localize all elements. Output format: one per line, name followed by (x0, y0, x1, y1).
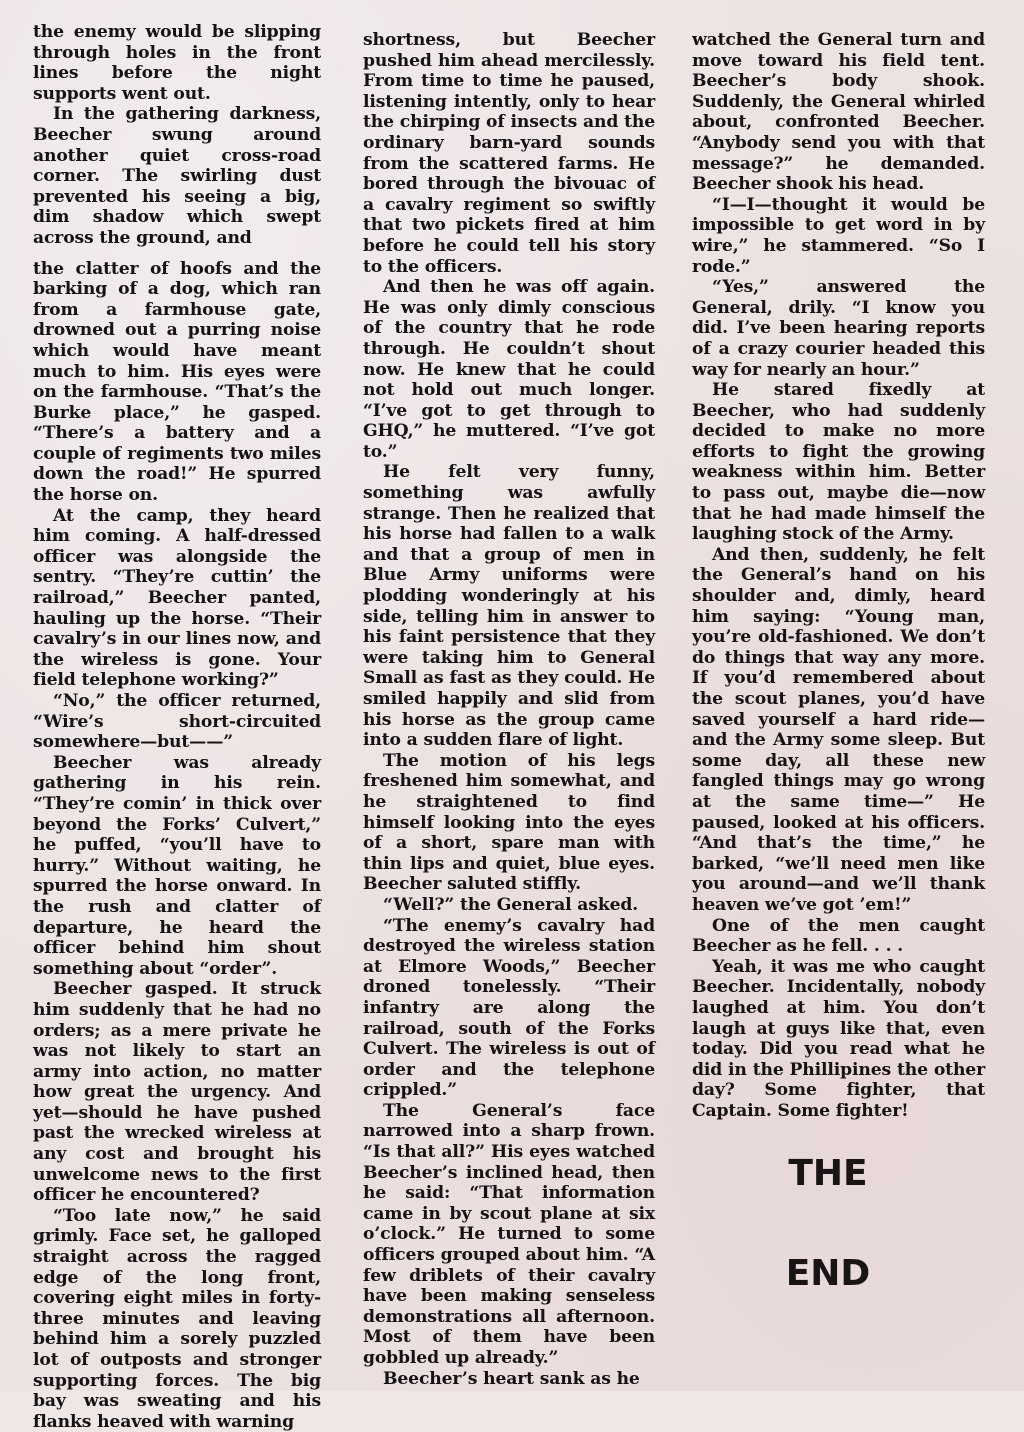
text-column-1 (33, 22, 321, 1432)
paragraph: And then he was off again. He was only dimly conscious of the country that he rode through. He couldn’t shout now. He knew that he could not hold out much longer. “I’ve got to get through to GHQ,” he muttered. “I’ve got to.” (363, 277, 655, 462)
text-column-3 (692, 30, 985, 1121)
paragraph: Beecher’s heart sank as he (383, 1368, 640, 1389)
paragraph: In the gathering darkness, Beecher swung around another quiet cross-road corner. The swirling dust prevented his seeing a big, dim shadow which swept across the ground, and (33, 104, 321, 248)
paragraph: “Well?” the General asked. (383, 894, 639, 915)
paragraph: the clatter of hoofs and the barking of a dog, which ran from a farmhouse gate, drowned out a purring noise which would have meant much to him. His eyes were on the farmhouse. “That’s the Burke place,” he gasped. “There’s a battery and a couple of regiments two miles down the road!” He spurred the horse on. (33, 258, 321, 506)
paragraph: At the camp, they heard him coming. A half-dressed officer was alongside the sentry. “They’re cuttin’ the railroad,” Beecher panted, hauling up the horse. “Their cavalry’s in our lines now, and the wireless is gone. Your field telephone working?” (33, 505, 321, 691)
paragraph: The General’s face narrowed into a sharp frown. “Is that all?” His eyes watched Beecher’s inclined head, then he said: “That information came in by scout plane at six o’clock.” He turned to some officers grouped about him. “A few driblets of their cavalry have been making senseless demonstrations all afternoon. Most of them have been gobbled up already.” (363, 1100, 655, 1368)
paragraph: “Yes,” answered the General, drily. “I know you did. I’ve been hearing reports of a crazy courier headed this way for nearly an hour.” (692, 277, 985, 380)
paragraph: Beecher gasped. It struck him suddenly that he had no orders; as a mere private he was not likely to start an army into action, no matter how great the urgency. And yet—should he have pushed past the wrecked wireless at any cost and brought his unwelcome news to the first officer he encountered? (33, 979, 321, 1206)
paragraph: “Too late now,” he said grimly. Face set, he galloped straight across the ragged edge of the long front, covering eight miles in forty-three minutes and leaving behind him a sorely puzzled lot of outposts and stronger supporting forces. The big bay was sweating and his flanks heaved with warning (33, 1205, 321, 1432)
paragraph: shortness, but Beecher pushed him ahead mercilessly. From time to time he paused, listening intently, only to hear the chirping of insects and the ordinary barn-yard sounds from the scattered farms. He bored through the bivouac of a cavalry regiment so swiftly that two pickets fired at him before he could tell his story to the officers. (363, 30, 655, 277)
paragraph: He stared fixedly at Beecher, who had suddenly decided to make no more efforts to fight the growing weakness within him. Better to pass out, maybe die—now that he had made himself the laughing stock of the Army. (692, 380, 985, 545)
paragraph: Beecher was already gathering in his rein. “They’re comin’ in thick over beyond the Forks’ Culvert,” he puffed, “you’ll have to hurry.” Without waiting, he spurred the horse onward. In the rush and clatter of departure, he heard the officer behind him shout something about “order”. (33, 752, 321, 979)
paragraph: One of the men caught Beecher as he fell. . . . (692, 915, 985, 957)
paragraph: The motion of his legs freshened him somewhat, and he straightened to find himself looking into the eyes of a short, spare man with thin lips and quiet, blue eyes. Beecher saluted stiffly. (363, 750, 655, 895)
paragraph: And then, suddenly, he felt the General’s hand on his shoulder and, dimly, heard him saying: “Young man, you’re old-fashioned. We don’t do things that way any more. If you’d remembered about the scout planes, you’d have saved yourself a hard ride—and the Army some sleep. But some day, all these new fangled things may go wrong at the same time—” He paused, looked at his officers. “And that’s the time,” he barked, “we’ll need men like you around—and we’ll thank heaven we’ve got ’em!” (692, 544, 985, 915)
text-column-2 (363, 30, 655, 1389)
paragraph: the enemy would be slipping through holes in the front lines before the night supports went out. (33, 22, 321, 104)
paragraph: Yeah, it was me who caught Beecher. Incidentally, nobody laughed at him. You don’t laugh at guys like that, even today. Did you read what he did in the Phillipines the other day? Some fighter, that Captain. Some fighter! (692, 956, 985, 1121)
paragraph: “No,” the officer returned, “Wire’s short-circuited somewhere—but——” (33, 691, 321, 753)
the-end-heading-the: THE (788, 1153, 868, 1194)
paragraph: “The enemy’s cavalry had destroyed the wireless station at Elmore Woods,” Beecher droned tonelessly. “Their infantry are along the railroad, south of the Forks Culvert. The wireless is out of order and the telephone crippled.” (363, 915, 655, 1101)
paragraph: “I—I—thought it would be impossible to get word in by wire,” he stammered. “So I rode.” (692, 194, 985, 277)
paragraph: He felt very funny, something was awfully strange. Then he realized that his horse had fallen to a walk and that a group of men in Blue Army uniforms were plodding wonderingly at his side, telling him in answer to his faint persistence that they were taking him to General Small as fast as they could. He smiled happily and slid from his horse as the group came into a sudden flare of light. (363, 462, 655, 751)
the-end-heading-end: END (785, 1253, 871, 1294)
paragraph: watched the General turn and move toward his field tent. Beecher’s body shook. Suddenly, the General whirled about, confronted Beecher. “Anybody send you with that message?” he demanded. Beecher shook his head. (692, 30, 985, 195)
